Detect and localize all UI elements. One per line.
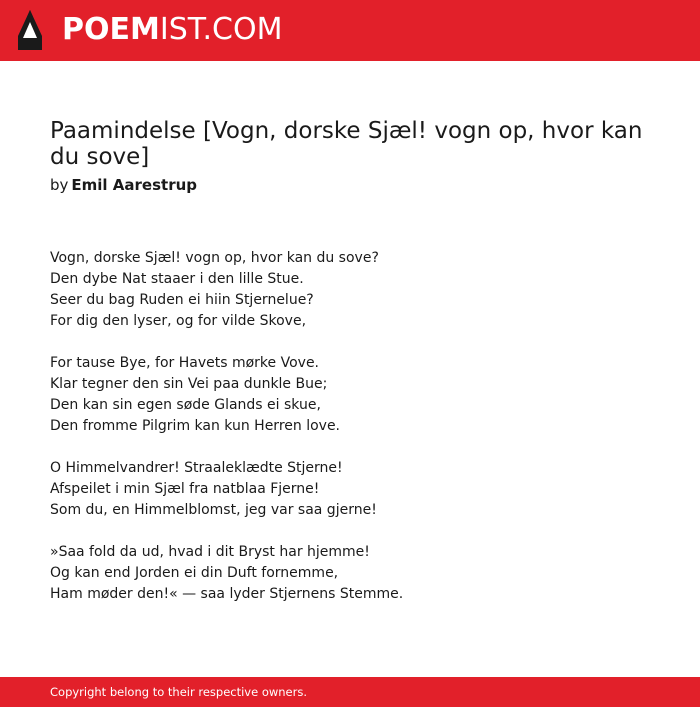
stanza (50, 458, 650, 521)
pencil-tip-icon[interactable] (18, 10, 42, 50)
poem-line: Den kan sin egen søde Glands ei skue, (50, 397, 321, 413)
site-footer (0, 677, 700, 707)
poem-line: Som du, en Himmelblomst, jeg var saa gjerne! (50, 502, 377, 518)
poem-line: For dig den lyser, og for vilde Skove, (50, 313, 307, 329)
poem-line: Afspeilet i min Sjæl fra natblaa Fjerne! (50, 481, 320, 497)
logo-light-text: IST.COM (159, 12, 283, 47)
stanza (50, 353, 650, 437)
poem-line: Ham møder den!« — saa lyder Stjernens Stemme. (50, 586, 404, 602)
author-name: Emil Aarestrup (71, 176, 198, 194)
poem-line: »Saa fold da ud, hvad i dit Bryst har hjemme! (50, 544, 370, 560)
stanza (50, 542, 650, 605)
copyright-text: Copyright belong to their respective owners. (50, 685, 308, 699)
logo-bold-text: POEM (62, 12, 160, 47)
poem-title: Paamindelse [Vogn, dorske Sjæl! vogn op, hvor kan du sove] (50, 118, 643, 170)
site-logo[interactable] (62, 12, 282, 48)
poem-line: For tause Bye, for Havets mørke Vove. (50, 355, 320, 371)
poem-line: Vogn, dorske Sjæl! vogn op, hvor kan du sove? (50, 250, 379, 266)
poem-line: Klar tegner den sin Vei paa dunkle Bue; (50, 376, 328, 392)
poem-body (50, 248, 650, 605)
poem-line: Og kan end Jorden ei din Duft fornemme, (50, 565, 339, 581)
site-header (0, 0, 700, 61)
poem-line: O Himmelvandrer! Straaleklædte Stjerne! (50, 460, 343, 476)
poem-line: Seer du bag Ruden ei hiin Stjernelue? (50, 292, 314, 308)
poem-content (50, 118, 650, 626)
poem-line: Den dybe Nat staaer i den lille Stue. (50, 271, 304, 287)
by-label: by (50, 176, 69, 194)
byline (50, 175, 650, 195)
poem-line: Den fromme Pilgrim kan kun Herren love. (50, 418, 341, 434)
stanza (50, 248, 650, 332)
